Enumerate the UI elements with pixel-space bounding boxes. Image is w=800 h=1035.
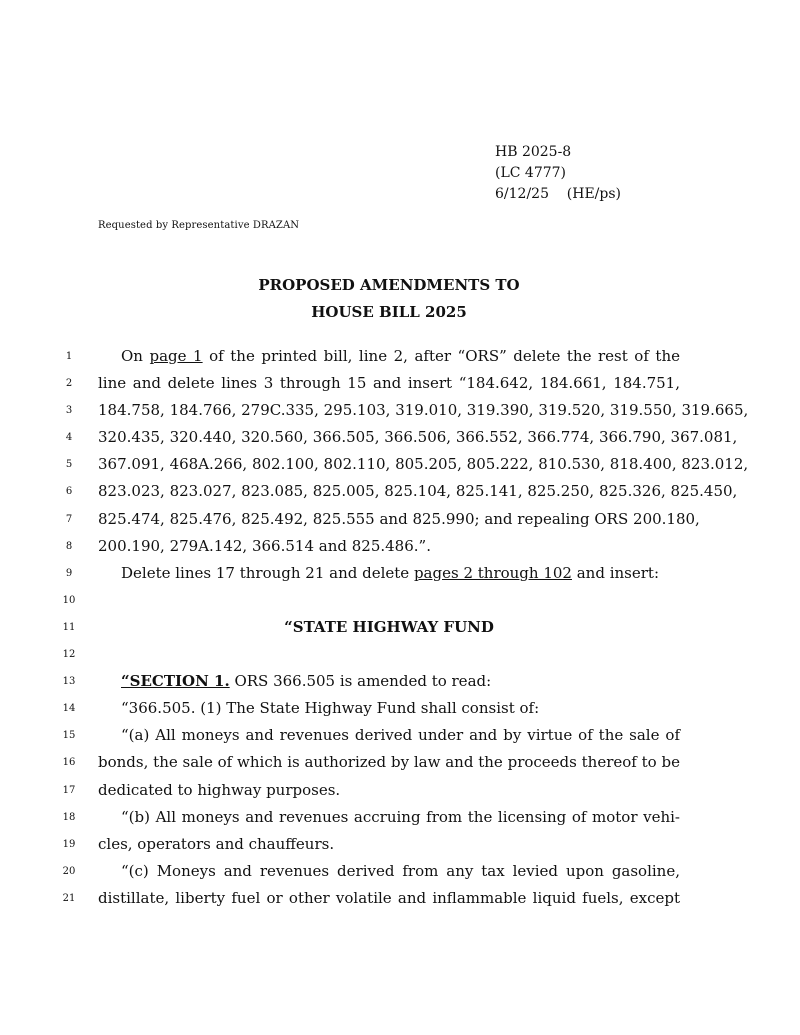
lc-number: (LC 4777) (495, 165, 567, 181)
line-number: 17 (62, 784, 76, 796)
text-segment: and insert: (571, 563, 659, 582)
date-code: 6/12/25 (HE/ps) (495, 186, 621, 202)
bill-line (0, 451, 800, 478)
bill-line (0, 641, 800, 668)
line-text: distillate, liberty fuel or other volatile and inflammable liquid fuels, except (98, 888, 680, 907)
line-text: 184.758, 184.766, 279C.335, 295.103, 319.010, 319.390, 319.520, 319.550, 319.665, (98, 401, 749, 420)
line-number: 21 (62, 892, 76, 904)
line-number: 16 (62, 757, 76, 769)
line-text: “(a) All moneys and revenues derived under and by virtue of the sale of (121, 726, 680, 745)
bill-line (0, 831, 800, 858)
line-number: 13 (62, 676, 76, 688)
bill-line (0, 749, 800, 776)
document-title-line1: PROPOSED AMENDMENTS TO (258, 276, 520, 294)
line-text: “(c) Moneys and revenues derived from any tax levied upon gasoline, (121, 861, 680, 880)
line-number: 6 (65, 486, 73, 498)
line-number: 9 (65, 567, 73, 579)
bill-number: HB 2025-8 (495, 144, 572, 160)
line-text: 200.190, 279A.142, 366.514 and 825.486.”. (98, 536, 431, 555)
text-segment: On (121, 347, 150, 365)
line-text: line and delete lines 3 through 15 and insert “184.642, 184.661, 184.751, (98, 374, 680, 393)
line-text (121, 343, 680, 370)
bill-line (0, 614, 800, 641)
line-number: 14 (62, 703, 76, 715)
line-text: 823.023, 823.027, 823.085, 825.005, 825.104, 825.141, 825.250, 825.326, 825.450, (98, 482, 738, 501)
bill-line (0, 587, 800, 614)
bill-line (0, 777, 800, 804)
text-segment: Delete lines 17 through 21 and delete (121, 563, 414, 582)
bill-line (0, 343, 800, 370)
bill-line (0, 858, 800, 885)
bill-line (0, 560, 800, 587)
section-label: “SECTION 1. (121, 672, 230, 691)
line-number: 15 (62, 730, 76, 742)
line-text: dedicated to highway purposes. (98, 780, 341, 799)
document-title-line2: HOUSE BILL 2025 (311, 303, 467, 321)
line-text: 825.474, 825.476, 825.492, 825.555 and 825.990; and repealing ORS 200.180, (98, 509, 700, 528)
line-number: 4 (65, 432, 73, 444)
bill-line (0, 478, 800, 505)
line-number: 12 (62, 649, 76, 661)
line-number: 2 (65, 378, 73, 390)
pages-reference-link[interactable]: pages 2 through 102 (413, 563, 572, 582)
line-text (121, 560, 680, 587)
line-text: bonds, the sale of which is authorized by law and the proceeds thereof to be (98, 753, 680, 772)
bill-line (0, 885, 800, 912)
section-heading: “STATE HIGHWAY FUND (284, 617, 494, 636)
bill-line (0, 722, 800, 749)
line-number: 19 (62, 838, 76, 850)
text-segment: ORS 366.505 is amended to read: (229, 672, 492, 691)
line-number: 3 (65, 405, 73, 417)
line-text (121, 668, 680, 695)
line-text: 320.435, 320.440, 320.560, 366.505, 366.506, 366.552, 366.774, 366.790, 367.081, (98, 428, 738, 447)
line-number: 11 (62, 621, 76, 633)
line-number: 5 (65, 459, 73, 471)
requested-by: Requested by Representative DRAZAN (98, 220, 300, 231)
bill-line (0, 397, 800, 424)
line-text: cles, operators and chauffeurs. (98, 834, 335, 853)
bill-body (0, 343, 800, 912)
line-number: 18 (62, 811, 76, 823)
line-text: 367.091, 468A.266, 802.100, 802.110, 805.205, 805.222, 810.530, 818.400, 823.012, (98, 455, 749, 474)
line-number: 20 (62, 865, 76, 877)
text-segment: of the printed bill, line 2, after “ORS” delete the rest of the (202, 347, 680, 365)
bill-line (0, 804, 800, 831)
line-number: 1 (65, 351, 73, 362)
bill-line (0, 370, 800, 397)
line-number: 10 (62, 594, 76, 606)
bill-header (495, 142, 621, 205)
line-text: “(b) All moneys and revenues accruing from the licensing of motor vehi- (121, 807, 680, 826)
line-number: 8 (65, 540, 73, 552)
bill-line (0, 506, 800, 533)
line-number: 7 (65, 513, 73, 525)
bill-line (0, 424, 800, 451)
bill-line (0, 695, 800, 722)
line-text: “366.505. (1) The State Highway Fund shall consist of: (121, 699, 540, 718)
page-reference-link[interactable]: page 1 (149, 347, 203, 365)
bill-line (0, 668, 800, 695)
bill-line (0, 533, 800, 560)
